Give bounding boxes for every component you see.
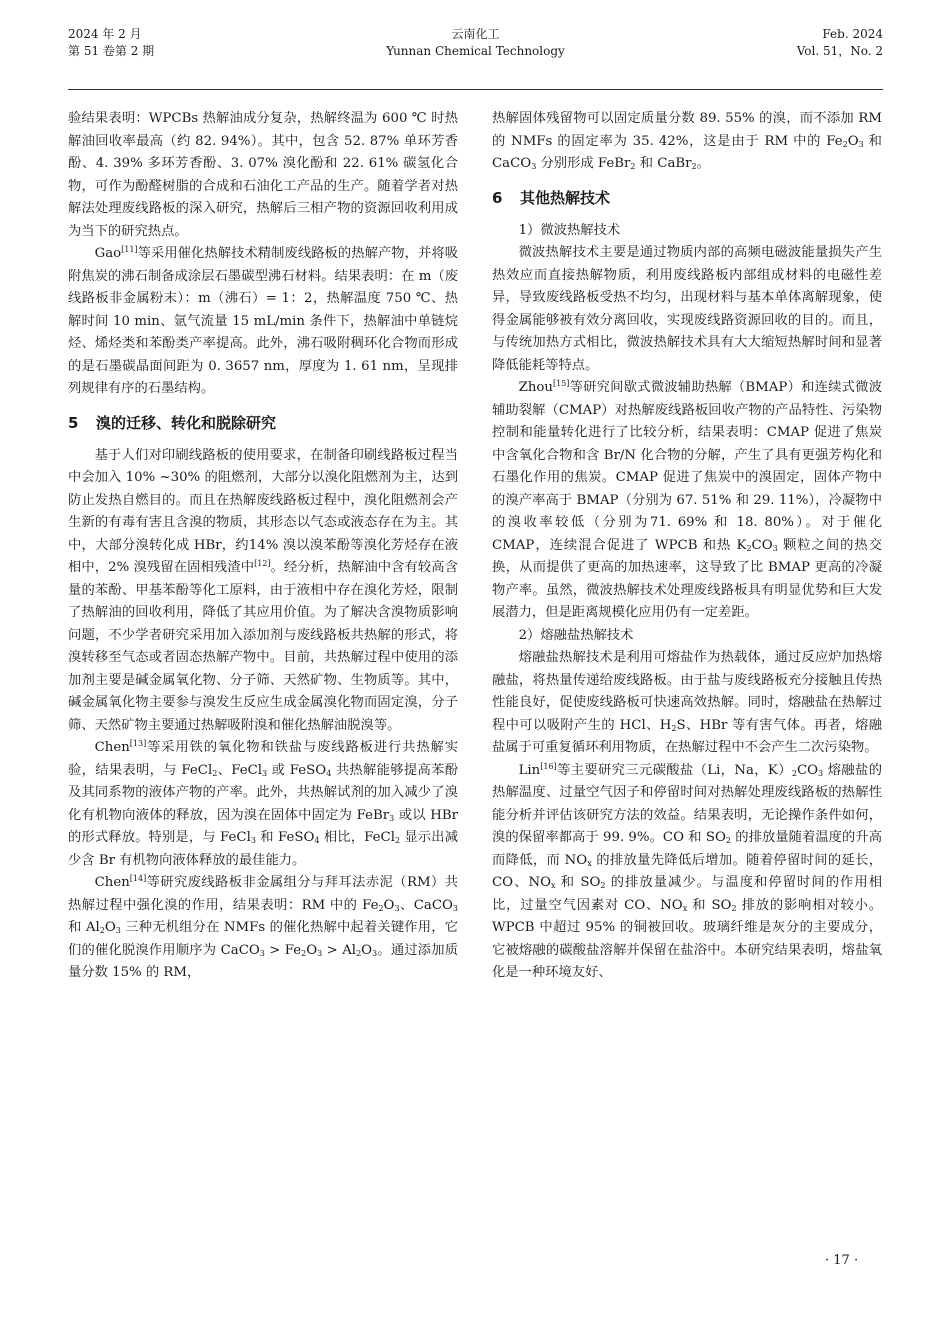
section-title: 溴的迁移、转化和脱除研究 [96,413,277,432]
paragraph-text: 和 FeSO [255,830,315,845]
subscript: 2 [731,903,737,913]
running-header [68,26,883,76]
paragraph-text: 和 CaCO [492,133,882,171]
paragraph-text: > Al [322,942,357,958]
citation: [13] [129,739,147,748]
paragraph-text: 。 [696,156,710,171]
subscript: 2 [99,926,105,935]
paragraph-text: CO [751,537,773,553]
subscript: 2 [600,881,606,890]
citation: [16] [540,761,557,771]
paragraph-text: 共热解能够提高苯酚及其同系物的液体产物的产率。此外，共热解试剂的加入减少了溴化有机物向液体的释放，因为溴在固体中固定为 FeBr [68,762,458,823]
left-column [68,108,458,985]
citation: [14] [129,874,147,883]
citation: [12] [254,559,271,568]
subscript: 2 [356,948,362,958]
subscript: 3 [531,162,537,171]
paragraph-text: CO [796,762,819,778]
subscript: 2 [394,836,401,845]
subscript: 4 [326,768,332,778]
header-date-en: Feb. 2024 [822,27,883,41]
subscript: 3 [262,768,268,778]
paragraph-text: O [361,942,373,958]
paragraph-text: 或以 HBr 的形式释放。特别是，与 FeCl [68,807,458,845]
header-date: 2024 年 2 月 [68,27,142,41]
paragraph-text: 等采用铁的氧化物和铁盐与废线路板进行共热解实验，结果表明，与 FeCl [68,740,458,778]
subscript: 2 [691,162,697,171]
subscript: 3 [858,139,864,149]
journal-name-en: Yunnan Chemical Technology [386,44,565,58]
subscript: 3 [259,948,265,958]
subscript: 4 [314,836,320,845]
paragraph-text: 颗粒之间的热交换，从而提供了更高的加热速率，这导致了比 BMAP 更高的冷凝物产率。虽然，微波热解技术处理废线路板具有明显优势和巨大发展潜力，但是距离规模化应用仍有一定差距。 [492,537,883,620]
header-rule [68,89,883,90]
subscript: 2 [212,768,218,778]
section-number: 5 [68,413,79,432]
subscript: 3 [389,813,395,823]
section-heading-6 [492,186,882,210]
paragraph-text: O [383,897,395,913]
author-name: Chen [94,875,130,890]
subscript: 2 [842,139,848,149]
paragraph-text: 。经分析，热解油中含有较高含量的苯酚、甲基苯酚等化工原料，由于液相中存在溴化芳烃，限制了热解油的回收利用，降低了其应用价值。为了解决含溴物质影响问题，不少学者研究采用加入添加剂与废线路板共热解的形式，将溴转移至气态或者固态热解产物中。目前，共热解过程中使用的添加剂主要是碱金属氧化物、分子筛、天然矿物、生物质等。其中，碱金属氧化物主要参与溴发生反应生成金属溴化物而固定溴，分子筛、天然矿物主要通过热解吸附溴和催化热解油脱溴等。 [68,560,458,733]
paragraph [68,445,458,738]
header-volume: 第 51 卷第 2 期 [68,44,155,58]
subscript: x [587,858,592,868]
header-volume-en: Vol. 51，No. 2 [796,44,883,58]
paragraph-text: 或 FeSO [267,762,327,778]
subscript: 3 [818,768,824,778]
section-title: 其他热解技术 [520,188,611,207]
paragraph-text: O [306,942,318,958]
paragraph-text: 、FeCl [217,762,263,778]
paragraph-text: 等主要研究三元碳酸盐（Li，Na，K） [556,762,792,778]
journal-name-cn: 云南化工 [451,27,500,41]
paragraph-text: 三种无机组分在 NMFs 的催化热解中起着关键作用，它们的催化脱溴作用顺序为 CaCO [68,920,458,958]
subscript: 3 [372,948,378,958]
paragraph: 验结果表明：WPCBs 热解油成分复杂，热解终温为 600 ℃ 时热解油回收率最高（约 82. 94%）。其中，包含 52. 87% 单环芳香酚、4. 39% 多环芳香酚、3. 07% 溴化酚和 22. 61% 碳氢化合物，可作为酚醛树脂的合成和石油化工产品的生产。随着学者对热解法处理废线路板的深入研究，热解后三相产物的资源回收利用成为当下的研究热点。 [68,111,458,239]
author-name: Zhou [518,380,553,395]
paragraph [68,872,458,985]
subscript: x [682,903,688,913]
paragraph [492,377,882,625]
subscript: 2 [630,162,636,171]
paragraph [492,760,882,985]
author-name: Gao [94,246,122,261]
paragraph-text: 的排放量先降低后增加。随着停留时间的延长，CO、NO [492,852,882,890]
subscript: 3 [394,903,400,913]
subscript: 3 [772,543,778,553]
paragraph-text: O [104,920,116,935]
paragraph [492,108,882,176]
right-column [492,108,882,985]
paragraph-text: 和 SO [687,897,732,913]
page-number: · 17 · [825,1253,859,1268]
section-number: 6 [492,188,503,207]
section-heading-5 [68,411,458,435]
paragraph-text: 和 Al [68,920,100,935]
subscript: 3 [317,948,323,958]
paragraph [68,243,458,401]
paragraph-text: 和 SO [555,875,601,890]
subscript: 3 [250,836,256,845]
paragraph-text: 排放的影响相对较小。WPCB 中超过 95% 的铜被回收。玻璃纤维是灰分的主要成分，它被熔融的碳酸盐溶解并保留在盐浴中。本研究结果表明，熔盐氧化是一种环境友好、 [492,897,882,980]
subscript: 2 [671,723,677,733]
citation: [15] [552,379,570,388]
paragraph [68,737,458,872]
paragraph: 微波热解技术主要是通过物质内部的高频电磁波能量损失产生热效应而直接热解物质，利用废线路板内部组成材料的电磁性差异，导致废线路板受热不均匀，出现材料与基本单体离解现象，使得金属能够被有效分离回收，实现废线路资源回收的目的。而且，与传统加热方式相比，微波热解技术具有大大缩短热解时间和显著降低能耗等特点。 [492,245,882,373]
paragraph-text: S、HBr 等有害气体。再者，熔融盐属于可重复循环利用物质，在热解过程中不会产生二次污染物。 [492,717,882,755]
subscript: 2 [725,836,731,845]
header-date-volume-en [797,26,883,60]
subscript: 3 [115,926,121,935]
paragraph-text: 相比，FeCl [319,830,395,845]
paragraph-text: 熔融盐热解技术是利用可熔盐作为热载体，通过反应炉加热熔融盐，将热量传递给废线路板。由于盐与废线路板充分接触且传热性能良好，促使废线路板可快速高效热解。同时，熔融盐在热解过程中可以吸附产生的 HCl、H [492,650,882,733]
subscript: x [550,881,556,890]
paragraph-text: 等采用催化热解技术精制废线路板的热解产物，并将吸附焦炭的沸石制备成涂层石墨碳型沸石材料。结果表明：在 m（废线路板非金属粉末）：m（沸石）= 1：2，热解温度 750 ℃、热解时间 10 min、氩气流量 15 mL/min 条件下，热解油中单链烷烃、烯烃类和苯酚类产率提高。此外，沸石吸附稠环化合物而形成的是石墨碳晶面间距为 0. 3657 nm，厚度为 1. 61 nm，呈现排列规律有序的石墨结构。 [68,246,458,396]
paragraph-text: 热解固体残留物可以固定质量分数 89. 55% 的溴，而不添加 RM 的 NMFs 的固定率为 35. 42%，这是由于 RM 中的 Fe [492,111,882,149]
subscript: 2 [378,903,384,913]
paragraph-text: 熔融盐的热解温度、过量空气因子和停留时间对热解处理废线路板的热解性能分析并评估该研究方法的效益。结果表明，无论操作条件如何，溴的保留率都高于 99. 9%。CO 和 SO [492,762,882,845]
subscript: 3 [452,903,458,913]
paragraph-text: 基于人们对印刷线路板的使用要求，在制备印刷线路板过程当中会加入 10% ~30% 的阻燃剂，大部分以溴化阻燃剂为主，达到防止发热自燃目的。而且在热解废线路板过程中，溴化阻燃剂会产生新的有毒有害且含溴的物质，其形态以气态或液态存在为主。其中，大部分溴转化成 HBr，约14% 溴以溴苯酚等溴化芳烃存在液相中，2% 溴残留在固相残渣中 [68,447,458,575]
subsection-heading: 1）微波热解技术 [518,222,621,238]
citation: [11] [121,245,138,254]
subscript: 2 [301,948,307,958]
paragraph-text: 等研究间歇式微波辅助热解（BMAP）和连续式微波辅助裂解（CMAP）对热解废线路板回收产物的产品特性、污染物控制和能量转化进行了比较分析，结果表明：CMAP 促进了焦炭中含氧化合物和含 Br/N 化合物的分解，产生了具有更强芳构化和石墨化作用的焦炭。CMAP 促进了焦炭中的溴固定，固体产物中的溴产率高于 BMAP（分别为 67. 51% 和 29. 11%），冷凝物中的溴收率较低（分别为71. 69% 和 18. 80%）。对于催化 CMAP，连续混合促进了 WPCB 和热 K [492,380,882,553]
paragraph-text: 的排放量减少。与温度和停留时间的作用相比，过量空气因素对 CO、NO [492,875,882,913]
paragraph [492,647,882,760]
paragraph-text: 。通过添加质量分数 15% 的 RM， [68,942,459,980]
header-journal [68,26,883,60]
subsection-heading: 2）熔融盐热解技术 [518,627,634,643]
author-name: Lin [518,762,541,778]
paragraph-text: 等研究废线路板非金属组分与拜耳法赤泥（RM）共热解过程中强化溴的作用，结果表明：RM 中的 Fe [68,875,458,913]
paragraph-text: 的排放量随着温度的升高而降低，而 NO [492,830,883,868]
paragraph-text: 显示出减少含 Br 有机物向液体释放的最佳能力。 [68,830,458,868]
paragraph-text: 分别形成 FeBr [536,156,631,171]
paragraph-text: 、CaCO [399,897,453,913]
author-name: Chen [94,740,130,755]
paragraph-text: 和 CaBr [635,156,692,171]
paragraph-text: O [847,133,859,149]
subscript: 2 [791,768,797,778]
subscript: 2 [746,543,752,553]
paragraph-text: > Fe [264,942,302,958]
